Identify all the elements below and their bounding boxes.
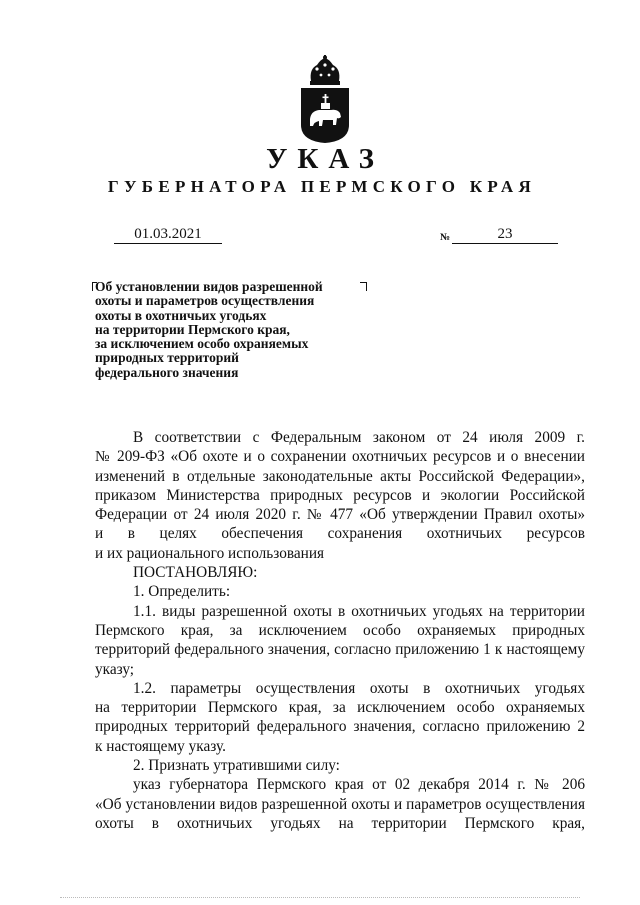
body-line: территорий федерального значения, согласно приложению 1 к настоящему: [95, 641, 585, 659]
body-line: Федерации от 24 июля 2020 г. № 477 «Об утверждении Правил охоты»: [95, 506, 585, 524]
body-line: и их рационального использования: [95, 544, 325, 562]
subject-line: на территории Пермского края,: [95, 321, 290, 337]
body-line: В соответствии с Федеральным законом от 24 июля 2009 г.: [133, 429, 585, 446]
subject-line: Об установлении видов разрешенной: [95, 279, 323, 294]
body-line: изменений в отдельные законодательные акты Российской Федерации»,: [95, 467, 585, 485]
subject-bracket-right: [360, 282, 367, 291]
body-line: № 209-ФЗ «Об охоте и о сохранении охотничьих ресурсов и о внесении: [95, 448, 585, 466]
coat-of-arms-emblem: [297, 55, 353, 145]
body-line: охоты в охотничьих угодьях на территории Пермского края,: [95, 814, 585, 832]
subject-line: федерального значения: [95, 364, 239, 380]
body-line: 1.1. виды разрешенной охоты в охотничьих угодьях на территории: [133, 602, 585, 620]
body-line: приказом Министерства природных ресурсов и экологии Российской: [95, 486, 585, 504]
document-body: [95, 428, 585, 833]
document-subject: [95, 280, 323, 380]
subject-line: охоты в охотничьих угодьях: [95, 307, 267, 323]
body-line: указу;: [95, 660, 135, 678]
subject-line: за исключением особо охраняемых: [95, 336, 309, 352]
subject-line: природных территорий: [95, 350, 239, 366]
page-edge-divider: [60, 897, 580, 898]
document-number: 23: [452, 226, 558, 244]
subject-line: охоты и параметров осуществления: [95, 293, 315, 309]
document-subtitle: ГУБЕРНАТОРА ПЕРМСКОГО КРАЯ: [107, 177, 537, 196]
body-line: 1.2. параметры осуществления охоты в охотничьих угодьях: [133, 679, 585, 697]
body-line: Пермского края, за исключением особо охраняемых природных: [95, 621, 585, 639]
body-line: на территории Пермского края, за исключением особо охраняемых: [95, 699, 585, 717]
body-line: к настоящему указу.: [95, 737, 226, 755]
body-line: природных территорий федерального значения, согласно приложению 2: [95, 718, 585, 736]
number-label: №: [440, 232, 451, 243]
shield-icon: [301, 88, 349, 143]
document-date: 01.03.2021: [114, 226, 222, 244]
body-line: и в целях обеспечения сохранения охотничьих ресурсов: [95, 525, 585, 543]
item-1: 1. Определить:: [133, 583, 231, 601]
body-line: указ губернатора Пермского края от 02 декабря 2014 г. № 206: [133, 776, 585, 794]
item-2: 2. Признать утратившими силу:: [133, 757, 340, 775]
decree-word: ПОСТАНОВЛЯЮ:: [133, 564, 258, 582]
crown-icon: [310, 55, 340, 85]
document-title: УКАЗ: [266, 143, 384, 175]
body-line: «Об установлении видов разрешенной охоты и параметров осуществления: [95, 795, 585, 813]
